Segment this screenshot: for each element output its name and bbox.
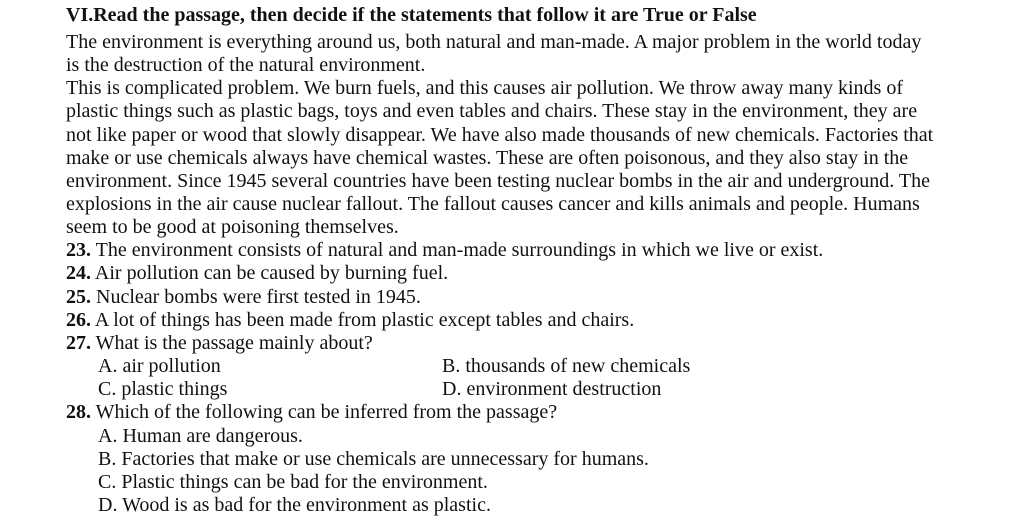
passage-line: make or use chemicals always have chemical wastes. These are often poisonous, and they also stay in the [66, 147, 909, 169]
option-c[interactable]: C. plastic things [98, 378, 228, 400]
option-c[interactable]: C. Plastic things can be bad for the environment. [98, 471, 488, 493]
option-a[interactable]: A. air pollution [98, 355, 221, 377]
question-number: 25. [66, 286, 91, 308]
option-d[interactable]: D. Wood is as bad for the environment as plastic. [98, 494, 491, 516]
option-b[interactable]: B. Factories that make or use chemicals are unnecessary for humans. [98, 448, 649, 470]
passage-line: The environment is everything around us, both natural and man-made. A major problem in the world today [66, 31, 922, 53]
passage-line: This is complicated problem. We burn fuels, and this causes air pollution. We throw away many kinds of [66, 77, 903, 99]
question-text: Which of the following can be inferred from the passage? [95, 401, 558, 423]
statement-text: A lot of things has been made from plastic except tables and chairs. [94, 309, 635, 331]
option-a[interactable]: A. Human are dangerous. [98, 425, 303, 447]
statement-text: Nuclear bombs were first tested in 1945. [96, 286, 421, 308]
statement-text: Air pollution can be caused by burning fuel. [94, 262, 449, 284]
question-number: 27. [66, 332, 91, 354]
question-number: 23. [66, 239, 91, 261]
option-d[interactable]: D. environment destruction [442, 378, 662, 400]
question-number: 28. [66, 401, 91, 423]
question-number: 26. [66, 309, 91, 331]
question-28-stem [66, 401, 557, 424]
question-text: What is the passage mainly about? [95, 332, 373, 354]
statement-26 [66, 309, 634, 332]
passage-line: plastic things such as plastic bags, toys and even tables and chairs. These stay in the environment, they are [66, 100, 918, 122]
section-title: VI.Read the passage, then decide if the statements that follow it are True or False [66, 4, 757, 26]
passage-line: explosions in the air cause nuclear fallout. The fallout causes cancer and kills animals and people. Humans [66, 193, 920, 215]
statement-text: The environment consists of natural and man-made surroundings in which we live or exist. [95, 239, 824, 261]
question-27-stem [66, 332, 373, 355]
passage-line: is the destruction of the natural environment. [66, 54, 426, 76]
statement-23 [66, 239, 823, 262]
passage-line: seem to be good at poisoning themselves. [66, 216, 399, 238]
statement-25 [66, 286, 421, 309]
statement-24 [66, 262, 448, 285]
option-b[interactable]: B. thousands of new chemicals [442, 355, 691, 377]
passage-line: environment. Since 1945 several countries have been testing nuclear bombs in the air and underground. The [66, 170, 931, 192]
passage-line: not like paper or wood that slowly disappear. We have also made thousands of new chemicals. Factories that [66, 124, 934, 146]
question-number: 24. [66, 262, 91, 284]
